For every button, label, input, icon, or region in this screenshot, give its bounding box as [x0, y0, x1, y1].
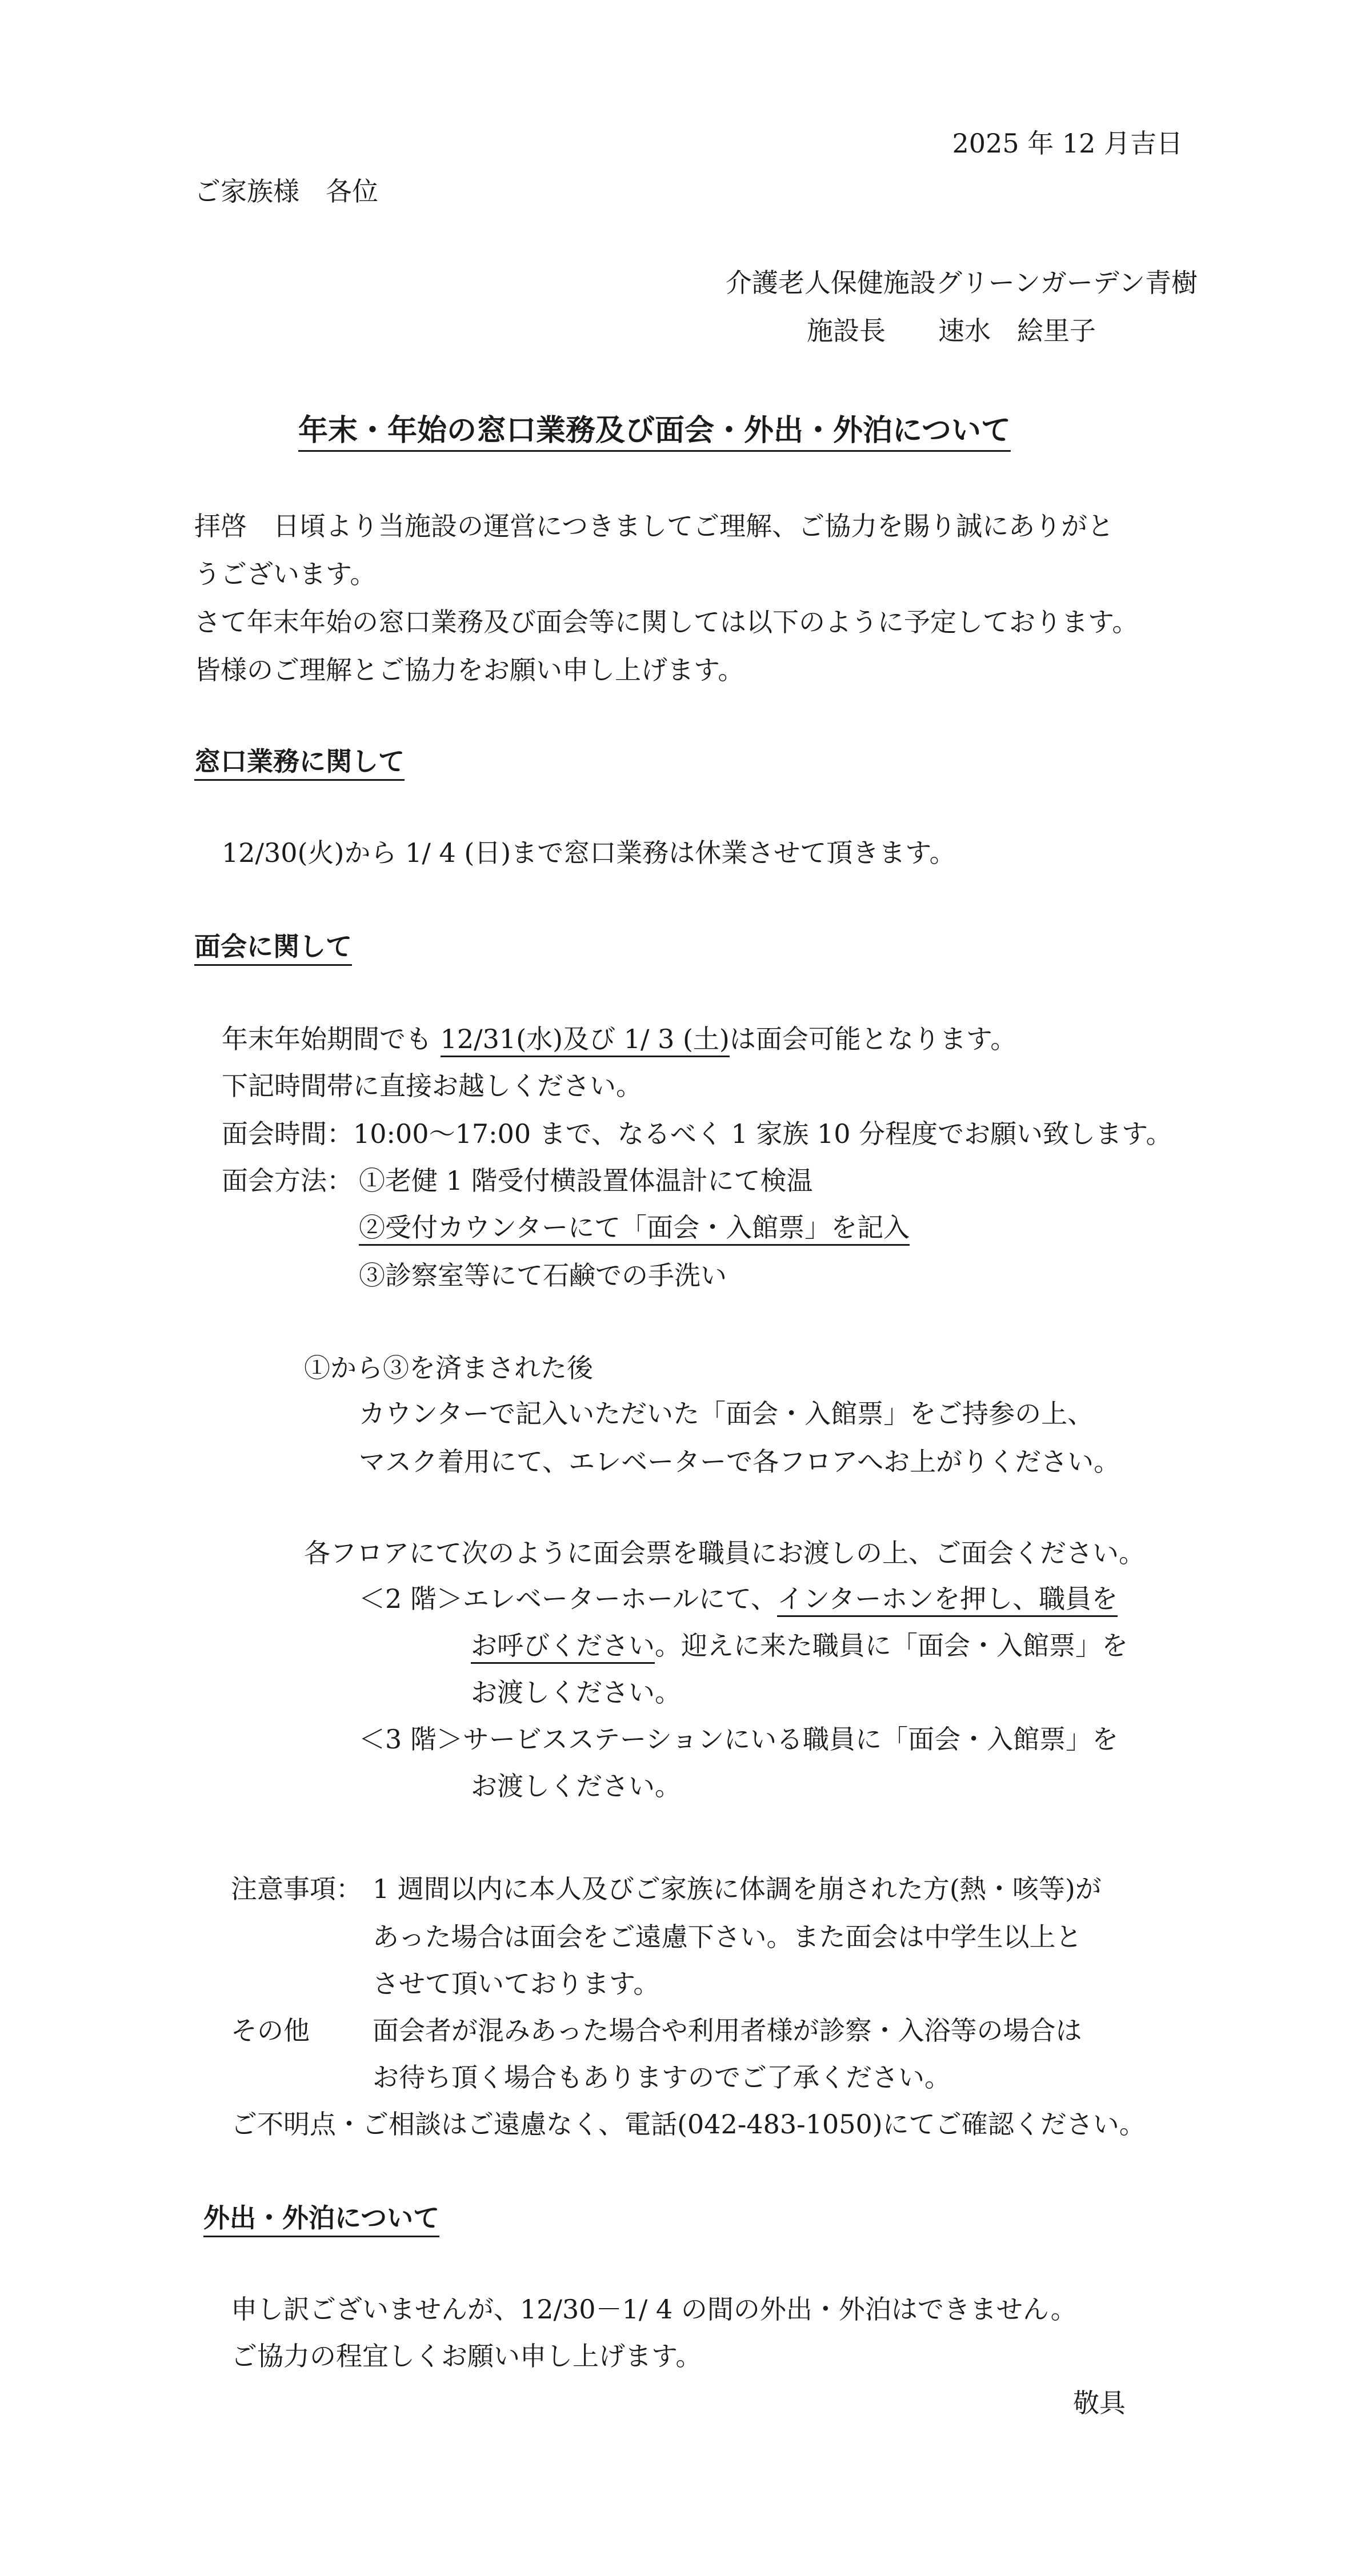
- visit-dates: 12/31(水)及び 1/ 3 (土): [441, 1024, 730, 1057]
- other-line-1: 面会者が混みあった場合や利用者様が診察・入浴等の場合は: [373, 2015, 1082, 2046]
- intro-line-2: うございます。: [194, 559, 377, 589]
- visit-after-steps: ①から③を済まされた後: [304, 1353, 593, 1383]
- other-line-2: お待ち頂く場合もありますのでご了承ください。: [373, 2062, 951, 2093]
- floor-2-call: お呼びください: [471, 1630, 655, 1664]
- contact-line: ご不明点・ご相談はご遠慮なく、電話(042-483-1050)にてご確認ください。: [231, 2109, 1146, 2140]
- notes-label: 注意事項：: [231, 1873, 362, 1904]
- notes-line-2: あった場合は面会をご遠慮下さい。また面会は中学生以上と: [373, 1921, 1082, 1952]
- section-heading-visit: 面会に関して: [194, 933, 352, 966]
- floor-3-line-1: ＜3 階＞サービスステーションにいる職員に「面会・入館票」を: [359, 1724, 1119, 1755]
- visit-method-step-2: [359, 1214, 910, 1241]
- window-closure-text: 12/30(火)から 1/ 4 (日)まで窓口業務は休業させて頂きます。: [222, 837, 956, 868]
- floor-intro: 各フロアにて次のように面会票を職員にお渡しの上、ご面会ください。: [304, 1538, 1145, 1568]
- organization-name: 介護老人保健施設グリーンガーデン青樹: [725, 267, 1198, 298]
- floor-2-line-2-end: 。迎えに来た職員に「面会・入館票」を: [655, 1630, 1128, 1661]
- section-heading-outing: 外出・外泊について: [203, 2205, 439, 2237]
- floor-2-line-1: [359, 1583, 1118, 1614]
- visit-line-1-end: は面会可能となります。: [729, 1024, 1017, 1054]
- visit-method-step-2-text: ②受付カウンターにて「面会・入館票」を記入: [359, 1212, 910, 1246]
- addressee: ご家族様 各位: [194, 176, 378, 207]
- floor-3-line-2: お渡しください。: [471, 1771, 681, 1801]
- other-label: その他: [231, 2015, 310, 2046]
- notes-line-3: させて頂いております。: [373, 1968, 660, 1999]
- section-heading-window: 窓口業務に関して: [194, 748, 405, 781]
- date: 2025 年 12 月吉日: [952, 128, 1183, 159]
- visit-after-line-1: カウンターで記入いただいた「面会・入館票」をご持参の上、: [359, 1398, 1094, 1429]
- floor-2-intercom: インターホンを押し、職員を: [777, 1583, 1118, 1617]
- floor-2-line-3: お渡しください。: [471, 1677, 681, 1708]
- outing-line-2: ご協力の程宜しくお願い申し上げます。: [231, 2341, 702, 2372]
- notes-line-1: 1 週間以内に本人及びご家族に体調を崩された方(熱・咳等)が: [373, 1873, 1102, 1904]
- closing: 敬具: [1073, 2388, 1126, 2418]
- intro-line-4: 皆様のご理解とご協力をお願い申し上げます。: [194, 655, 744, 685]
- visit-method-step-1: ①老健 1 階受付横設置体温計にて検温: [359, 1165, 813, 1196]
- floor-2-line-1-start: ＜2 階＞エレベーターホールにて、: [359, 1583, 778, 1614]
- intro-line-1: 拝啓 日頃より当施設の運営につきましてご理解、ご協力を賜り誠にありがと: [194, 511, 1114, 541]
- visit-after-line-2: マスク着用にて、エレベーターで各フロアへお上がりください。: [359, 1446, 1120, 1477]
- visit-line-1-start: 年末年始期間でも: [222, 1024, 441, 1054]
- floor-2-line-2: [471, 1632, 1128, 1659]
- visit-line-1: [222, 1026, 1016, 1052]
- visit-method-label: 面会方法：: [222, 1165, 353, 1196]
- intro-line-3: さて年末年始の窓口業務及び面会等に関しては以下のように予定しております。: [194, 607, 1139, 637]
- document-title: 年末・年始の窓口業務及び面会・外出・外泊について: [298, 416, 1011, 452]
- visit-method-step-3: ③診察室等にて石鹸での手洗い: [359, 1260, 727, 1291]
- visit-line-2: 下記時間帯に直接お越しください。: [222, 1070, 642, 1101]
- sender-name: 施設長 速水 絵里子: [807, 315, 1096, 346]
- visit-hours: 面会時間：10:00～17:00 まで、なるべく 1 家族 10 分程度でお願い致します。: [222, 1118, 1172, 1149]
- outing-line-1: 申し訳ございませんが、12/30－1/ 4 の間の外出・外泊はできません。: [231, 2294, 1077, 2325]
